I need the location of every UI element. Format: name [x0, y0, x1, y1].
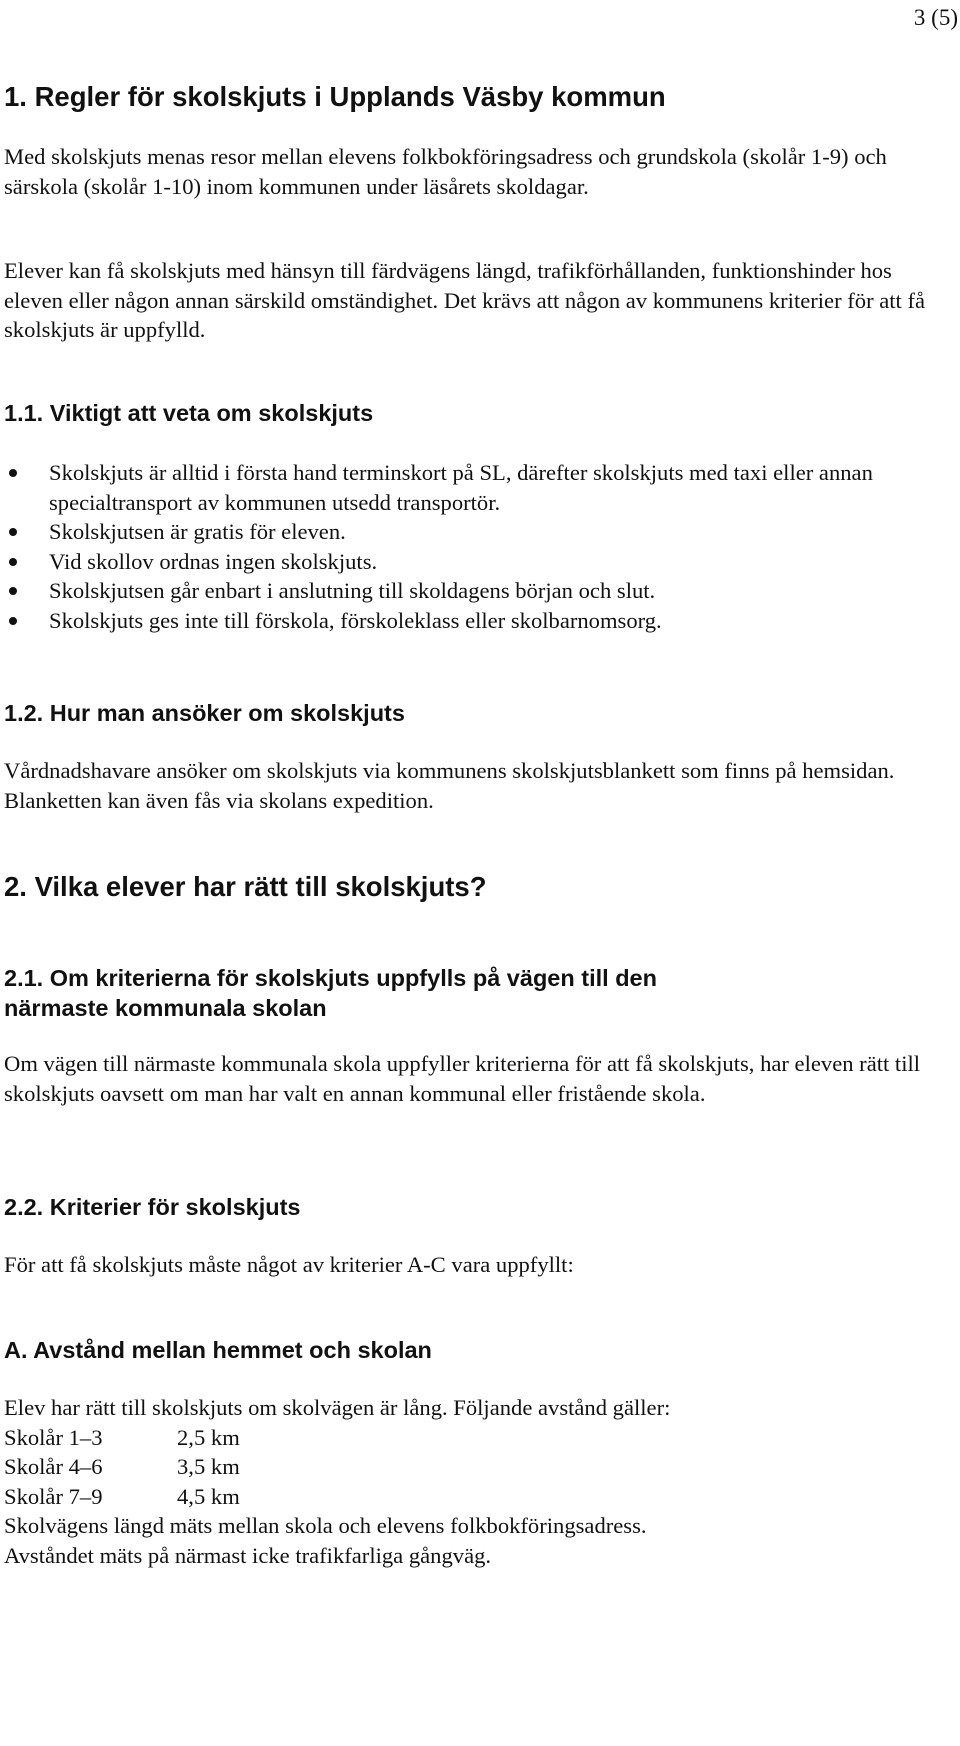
- bullet-icon: [9, 617, 17, 625]
- section-1-paragraph-2: Elever kan få skolskjuts med hänsyn till färdvägens längd, trafikförhållanden, funktionshinder hos eleven eller någon annan särskild omständighet. Det krävs att någon av kommunens kriterier för att få skolskjuts är uppfylld.: [4, 258, 926, 342]
- section-1-2-heading: 1.2. Hur man ansöker om skolskjuts: [4, 700, 405, 726]
- section-a-intro: Elev har rätt till skolskjuts om skolvägen är lång. Följande avstånd gäller:: [4, 1395, 671, 1420]
- section-2-heading: 2. Vilka elever har rätt till skolskjuts?: [4, 871, 487, 902]
- distance-value: 2,5 km: [177, 1424, 240, 1450]
- distance-row: [4, 1452, 934, 1482]
- section-a-note-2: Avståndet mäts på närmast icke trafikfarliga gångväg.: [4, 1542, 492, 1568]
- distance-grades: Skolår 1–3: [4, 1424, 103, 1450]
- list-item: [4, 458, 944, 517]
- section-2-1-paragraph: Om vägen till närmaste kommunala skola uppfyller kriterierna för att få skolskjuts, har eleven rätt till skolskjuts oavsett om man har valt en annan kommunal eller fristående skola.: [4, 1051, 921, 1106]
- section-2-1-heading-line-1: 2.1. Om kriterierna för skolskjuts uppfylls på vägen till den: [4, 965, 657, 991]
- list-item-text: Vid skollov ordnas ingen skolskjuts.: [49, 548, 378, 574]
- distance-value: 4,5 km: [177, 1483, 240, 1509]
- distance-row: [4, 1482, 934, 1512]
- section-1-heading: 1. Regler för skolskjuts i Upplands Väsby kommun: [4, 81, 666, 112]
- list-item: [4, 576, 944, 606]
- section-2-1-heading: [4, 963, 657, 1023]
- list-item: [4, 606, 944, 636]
- list-item: [4, 517, 944, 547]
- section-1-1-heading: 1.1. Viktigt att veta om skolskjuts: [4, 400, 374, 426]
- bullet-icon: [9, 469, 17, 477]
- list-item-text: Skolskjuts ges inte till förskola, förskoleklass eller skolbarnomsorg.: [49, 607, 662, 633]
- bullet-icon: [9, 587, 17, 595]
- list-item-text: Skolskjuts är alltid i första hand terminskort på SL, därefter skolskjuts med taxi eller annan specialtransport av kommunen utsedd transportör.: [49, 460, 873, 515]
- bullet-icon: [9, 558, 17, 566]
- section-2-2-paragraph: För att få skolskjuts måste något av kriterier A-C vara uppfyllt:: [4, 1252, 574, 1277]
- section-a-note-1: Skolvägens längd mäts mellan skola och elevens folkbokföringsadress.: [4, 1513, 647, 1538]
- section-1-paragraph-1: Med skolskjuts menas resor mellan elevens folkbokföringsadress och grundskola (skolår 1-9) och särskola (skolår 1-10) inom kommunen under läsårets skoldagar.: [4, 144, 887, 199]
- distance-grades: Skolår 4–6: [4, 1454, 103, 1479]
- section-2-1-heading-line-2: närmaste kommunala skolan: [4, 995, 327, 1021]
- page-number: 3 (5): [913, 5, 958, 30]
- bullet-list: [4, 458, 944, 635]
- section-a-heading: A. Avstånd mellan hemmet och skolan: [4, 1337, 432, 1363]
- distance-value: 3,5 km: [177, 1454, 240, 1479]
- distance-row: [4, 1423, 934, 1453]
- list-item-text: Skolskjutsen går enbart i anslutning till skoldagens början och slut.: [49, 578, 656, 603]
- section-1-2-paragraph: Vårdnadshavare ansöker om skolskjuts via kommunens skolskjutsblankett som finns på hemsidan. Blanketten kan även fås via skolans expedition.: [4, 758, 895, 813]
- bullet-icon: [9, 528, 17, 536]
- section-a-body: [4, 1393, 934, 1570]
- list-item: [4, 547, 944, 577]
- list-item-text: Skolskjutsen är gratis för eleven.: [49, 519, 346, 544]
- section-2-2-heading: 2.2. Kriterier för skolskjuts: [4, 1194, 301, 1220]
- distance-grades: Skolår 7–9: [4, 1483, 103, 1509]
